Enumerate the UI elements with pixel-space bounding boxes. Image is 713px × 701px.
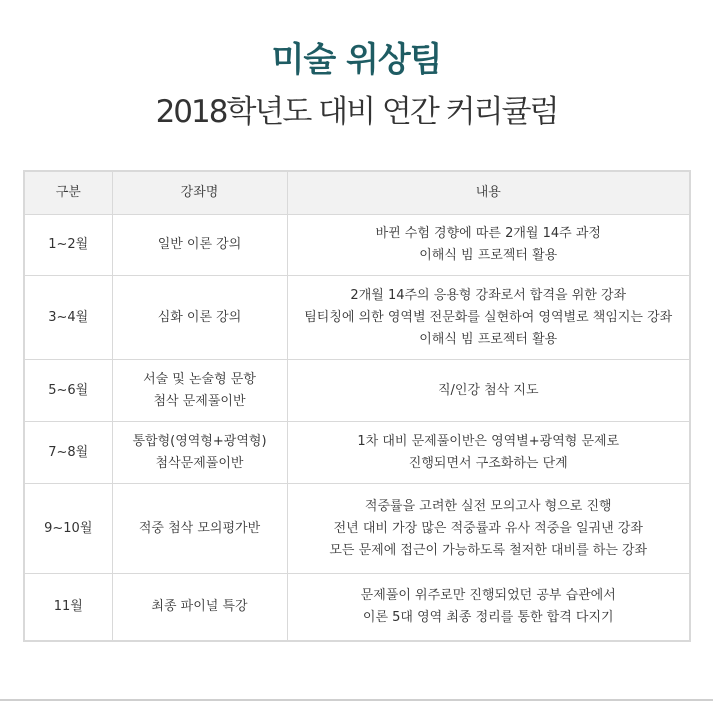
content-line: 바뀐 수험 경향에 따른 2개월 14주 과정 [375,226,601,241]
table-header-row [25,172,689,215]
column-header-content: 내용 [287,172,689,215]
content-line: 1차 대비 문제풀이반은 영역별+광역형 문제로 [357,433,620,449]
course-line: 통합형(영역형+광역형) [132,433,267,449]
course-cell [112,215,287,276]
page-subtitle: 2018학년도 대비 연간 커리큘럼 [155,94,558,130]
course-line: 최종 파이널 특강 [151,598,248,614]
course-cell [112,422,287,484]
period-cell: 3~4월 [25,276,112,360]
course-line: 적중 첨삭 모의평가반 [138,520,261,536]
content-line: 직/인강 첨삭 지도 [437,382,539,398]
course-line: 일반 이론 강의 [157,237,242,252]
content-cell [287,574,689,640]
course-line: 심화 이론 강의 [157,309,242,325]
content-line: 2개월 14주의 응용형 강좌로서 합격을 위한 강좌 [350,287,627,303]
content-cell [287,360,689,422]
course-cell [112,484,287,574]
course-line: 서술 및 논술형 문항 [143,371,256,387]
content-line: 적중률을 고려한 실전 모의고사 형으로 진행 [364,498,612,514]
table-row [25,422,689,484]
period-cell: 5~6월 [25,360,112,422]
content-line: 이해식 빔 프로젝터 활용 [419,248,558,263]
curriculum-table [23,170,691,642]
period-cell: 11월 [25,574,112,640]
course-line: 첨삭문제풀이반 [155,455,244,471]
content-line: 모든 문제에 접근이 가능하도록 철저한 대비를 하는 강좌 [329,542,648,558]
content-line: 팀티칭에 의한 영역별 전문화를 실현하여 영역별로 책임지는 강좌 [304,309,673,325]
course-cell [112,574,287,640]
table-row [25,484,689,574]
column-header-course: 강좌명 [112,172,287,215]
content-line: 이해식 빔 프로젝터 활용 [419,331,558,347]
content-cell [287,276,689,360]
period-cell: 1~2월 [25,215,112,276]
content-cell [287,215,689,276]
course-cell [112,360,287,422]
content-line: 진행되면서 구조화하는 단계 [408,455,568,471]
table-row [25,574,689,640]
content-line: 문제풀이 위주로만 진행되었던 공부 습관에서 [360,587,616,603]
column-header-period: 구분 [25,172,112,215]
period-cell: 7~8월 [25,422,112,484]
table-row [25,276,689,360]
course-cell [112,276,287,360]
content-line: 전년 대비 가장 많은 적중률과 유사 적중을 일궈낸 강좌 [333,520,643,536]
table-row [25,360,689,422]
table-row [25,215,689,276]
course-line: 첨삭 문제풀이반 [153,393,246,409]
period-cell: 9~10월 [25,484,112,574]
content-cell [287,422,689,484]
content-line: 이론 5대 영역 최종 정리를 통한 합격 다지기 [362,609,614,625]
page-title: 미술 위상팀 [271,40,442,80]
content-cell [287,484,689,574]
